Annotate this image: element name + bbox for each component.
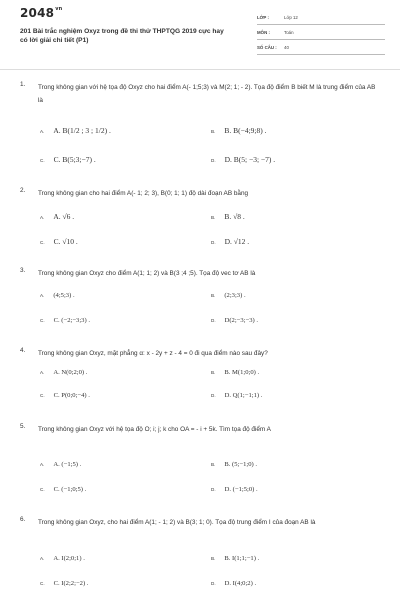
option-d[interactable] xyxy=(211,580,256,587)
meta-class-value: Lớp 12 xyxy=(284,15,298,20)
option-a[interactable] xyxy=(40,126,111,135)
option-c[interactable] xyxy=(40,317,90,324)
option-letter: D. xyxy=(211,487,216,492)
option-text: C. I(2;2;−2) . xyxy=(53,580,89,587)
option-d[interactable] xyxy=(211,155,275,164)
option-letter: D. xyxy=(211,581,216,586)
question-stem: Trong không gian Oxyz, cho hai điểm A(1; - 1; 2) và B(3; 1; 0). Tọa độ trung điểm I của đoạn AB là xyxy=(38,519,316,526)
option-text: D(2;−3;−3) . xyxy=(224,317,259,324)
option-a[interactable] xyxy=(40,212,74,221)
option-b[interactable] xyxy=(211,555,259,562)
option-letter: C. xyxy=(40,318,45,323)
option-a[interactable] xyxy=(40,292,75,299)
option-letter: A. xyxy=(40,129,45,134)
header-divider xyxy=(0,69,400,70)
option-c[interactable] xyxy=(40,580,88,587)
option-text: C. √10 . xyxy=(53,237,78,246)
option-letter: C. xyxy=(40,487,45,492)
option-letter: A. xyxy=(40,556,45,561)
option-letter: D. xyxy=(211,158,216,163)
option-letter: C. xyxy=(40,393,45,398)
option-letter: C. xyxy=(40,158,45,163)
option-letter: D. xyxy=(211,393,216,398)
logo-text: 2048 xyxy=(20,6,55,20)
option-letter: A. xyxy=(40,215,45,220)
option-text: (4;5;3) . xyxy=(53,292,75,299)
meta-class xyxy=(257,12,385,25)
logo-suffix: vn xyxy=(55,6,63,12)
option-b[interactable] xyxy=(211,126,267,135)
option-letter: A. xyxy=(40,293,45,298)
option-letter: A. xyxy=(40,370,45,375)
option-letter: D. xyxy=(211,240,216,245)
option-text: D. (−1;5;0) . xyxy=(224,486,258,493)
option-text: D. I(4;0;2) . xyxy=(224,580,257,587)
option-text: D. √12 . xyxy=(224,237,250,246)
option-a[interactable] xyxy=(40,461,81,468)
question-number: 6. xyxy=(20,516,26,523)
option-c[interactable] xyxy=(40,486,86,493)
option-text: A. B(1/2 ; 3 ; 1/2) . xyxy=(53,126,111,135)
option-c[interactable] xyxy=(40,237,78,246)
option-text: C. (−1;0;5) . xyxy=(53,486,87,493)
option-text: B. M(1;0;0) . xyxy=(224,369,260,376)
option-text: D. Q(1;−1;1) . xyxy=(224,392,263,399)
meta-subject-value: Toán xyxy=(284,30,294,35)
question-stem: Trong không gian Oxyz với hệ tọa độ O; i; j; k cho OA = - i + 5k. Tìm tọa độ điểm A xyxy=(38,426,271,433)
option-b[interactable] xyxy=(211,461,257,468)
question-number: 2. xyxy=(20,187,26,194)
meta-count-value: 40 xyxy=(284,45,289,50)
option-text: A. I(2;0;1) . xyxy=(53,555,85,562)
option-text: A. (−1;5) . xyxy=(53,461,82,468)
option-letter: B. xyxy=(211,215,216,220)
quiz-meta xyxy=(257,12,385,57)
option-b[interactable] xyxy=(211,369,259,376)
option-b[interactable] xyxy=(211,292,246,299)
option-d[interactable] xyxy=(211,317,258,324)
page-header xyxy=(0,0,400,62)
option-text: D. B(5; −3; −7) . xyxy=(224,155,276,164)
option-a[interactable] xyxy=(40,369,87,376)
option-d[interactable] xyxy=(211,486,258,493)
meta-class-label: LỚP : xyxy=(257,15,269,20)
option-c[interactable] xyxy=(40,155,96,164)
option-text: A. √6 . xyxy=(53,212,75,221)
option-text: A. N(0;2;0) . xyxy=(53,369,88,376)
option-b[interactable] xyxy=(211,212,245,221)
meta-subject xyxy=(257,27,385,40)
option-letter: B. xyxy=(211,129,216,134)
meta-subject-label: MÔN : xyxy=(257,30,270,35)
option-letter: C. xyxy=(40,240,45,245)
option-text: B. B(−4;9;8) . xyxy=(224,126,267,135)
option-text: (2;3;3) . xyxy=(224,292,246,299)
option-letter: C. xyxy=(40,581,45,586)
option-text: C. P(0;0;−4) . xyxy=(53,392,90,399)
option-letter: B. xyxy=(211,370,216,375)
question-stem: Trong không gian cho hai điểm A(- 1; 2; 3), B(0; 1; 1) độ dài đoạn AB bằng xyxy=(38,190,249,197)
option-a[interactable] xyxy=(40,555,85,562)
option-text: C. (−2;−3;3) . xyxy=(53,317,90,324)
option-text: B. √8 . xyxy=(224,212,245,221)
option-c[interactable] xyxy=(40,392,90,399)
question-stem: Trong không gian Oxyz cho điểm A(1; 1; 2) và B(3 ;4 ;5). Tọa độ vec tơ AB là xyxy=(38,270,256,277)
meta-count-label: SỐ CÂU : xyxy=(257,45,277,50)
option-letter: B. xyxy=(211,462,216,467)
page-title: 201 Bài trắc nghiệm Oxyz trong đề thi thử THPTQG 2019 cực hay có lời giải chi tiết (P1) xyxy=(20,28,224,44)
question-number: 5. xyxy=(20,423,26,430)
option-d[interactable] xyxy=(211,392,262,399)
option-text: C. B(5;3;−7) . xyxy=(53,155,96,164)
option-letter: A. xyxy=(40,462,45,467)
question-number: 4. xyxy=(20,347,26,354)
meta-count xyxy=(257,42,385,55)
option-letter: B. xyxy=(211,293,216,298)
option-letter: D. xyxy=(211,318,216,323)
question-number: 3. xyxy=(20,267,26,274)
option-d[interactable] xyxy=(211,237,249,246)
question-number: 1. xyxy=(20,81,26,88)
option-text: B. (5;−1;0) . xyxy=(224,461,258,468)
option-text: B. I(1;1;−1) . xyxy=(224,555,260,562)
question-stem: Trong không gian với hệ tọa độ Oxyz cho hai điểm A(- 1;5;3) và M(2; 1; - 2). Tọa độ điểm B biết M là trung điểm của AB là xyxy=(38,84,376,104)
option-letter: B. xyxy=(211,556,216,561)
question-stem: Trong không gian Oxyz, mặt phẳng α: x - 2y + z - 4 = 0 đi qua điểm nào sau đây? xyxy=(38,350,268,357)
